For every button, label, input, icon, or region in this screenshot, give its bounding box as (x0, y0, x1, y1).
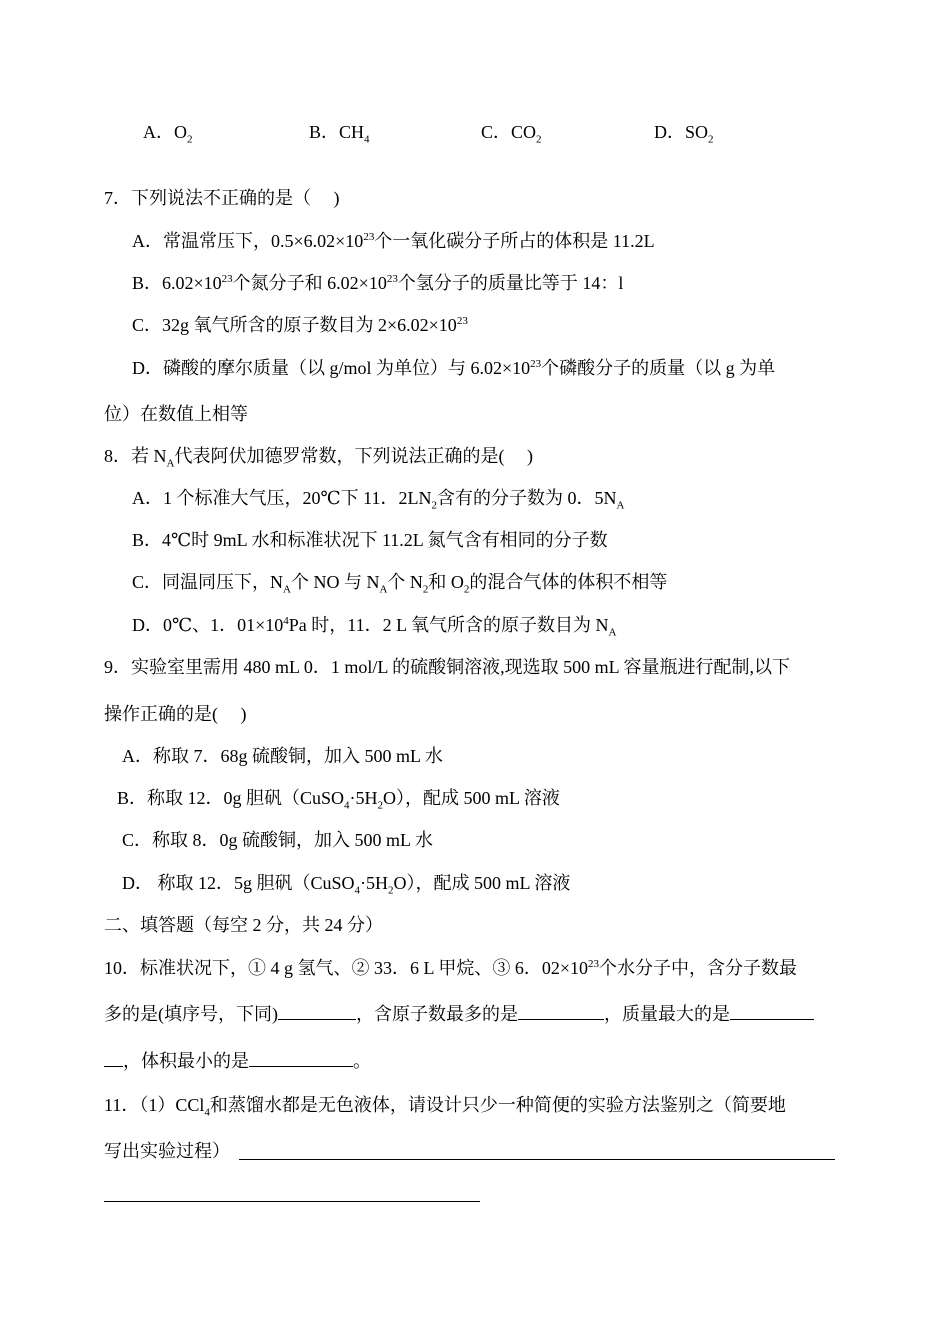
q11-line2: 写出实验过程） (104, 1141, 230, 1161)
q7-option-d: D．磷酸的摩尔质量（以 g/mol 为单位）与 $6.02\times 10^{23}$个磷酸分子的质量（以 g 为单 (132, 358, 776, 378)
q10-line1: 10．标准状况下，① 4 g 氢气、② 33．6 L 甲烷、③ 6．$02\times 10^{23}$个水分子中，含分子数最 (104, 958, 797, 978)
answer-blank[interactable] (518, 1003, 604, 1020)
q9-stem-line2: 操作正确的是( ) (104, 704, 247, 724)
q7-option-d-continued: 位）在数值上相等 (104, 404, 248, 424)
section-heading: 二、填答题（每空 2 分，共 24 分） (104, 915, 383, 935)
q6-option-d: D．$SO_2$ (654, 122, 714, 146)
q6-option-b: B．$CH_4$ (309, 122, 370, 146)
answer-blank[interactable] (249, 1050, 353, 1067)
q7-stem: 7．下列说法不正确的是（ ) (104, 188, 340, 208)
q8-option-a: A．1 个标准大气压，20℃下 11．$2LN_2$含有的分子数为 0．$5N_A$ (132, 488, 625, 512)
q9-stem-line1: 9．实验室里需用 480 mL 0．1 mol/L 的硫酸铜溶液,现选取 500 mL 容量瓶进行配制,以下 (104, 657, 790, 677)
answer-blank[interactable] (730, 1003, 814, 1020)
q6-option-c: C．$CO_2$ (481, 122, 542, 146)
answer-line[interactable] (239, 1159, 835, 1160)
q11-line1: 11．（1）CCl$_4$和蒸馏水都是无色液体，请设计只少一种简便的实验方法鉴别之（简要地 (104, 1095, 786, 1119)
q7-option-a: A．常温常压下，$0.5\times 6.02\times 10^{23}$个一氧化碳分子所占的体积是 11.2L (132, 231, 655, 251)
q6-option-a: A．$O_2$ (143, 122, 193, 146)
answer-blank[interactable] (278, 1003, 356, 1020)
q10-line3: ，体积最小的是 。 (104, 1050, 371, 1072)
q9-option-a: A．称取 7．68g 硫酸铜，加入 500 mL 水 (122, 746, 443, 766)
q9-option-d: D． 称取 12．5g 胆矾$(CuSO_4\cdot 5H_2O)$，配成 500 mL 溶液 (122, 873, 571, 897)
q8-option-c: C．同温同压下，$N_A$个 NO 与 $N_A$个 $N_2$和 $O_2$的混合气体的体积不相等 (132, 572, 668, 596)
q9-option-b: B．称取 12．0g 胆矾$(CuSO_4\cdot 5H_2O)$，配成 500 mL 溶液 (117, 788, 560, 812)
q10-line2: 多的是(填序号，下同) ，含原子数最多的是 ，质量最大的是 (104, 1003, 814, 1025)
q8-stem: 8．若 $N_A$代表阿伏加德罗常数，下列说法正确的是( ) (104, 446, 533, 470)
q7-option-c: C．32g 氧气所含的原子数目为 $2\times 6.02\times 10^{23}$ (132, 315, 468, 335)
q8-option-d: D．0℃、1．$01\times 10^4Pa$ 时，11．2 L 氧气所含的原子数目为 $N_A$ (132, 615, 617, 639)
q7-option-b: B．$6.02\times 10^{23}$个氮分子和 $6.02\times 10^{23}$个氢分子的质量比等于 14：l (132, 273, 624, 293)
q9-option-c: C．称取 8．0g 硫酸铜，加入 500 mL 水 (122, 830, 433, 850)
answer-line[interactable] (104, 1201, 480, 1202)
q8-option-b: B．4℃时 9mL 水和标准状况下 11.2L 氮气含有相同的分子数 (132, 530, 608, 550)
answer-blank-continued[interactable] (104, 1050, 123, 1067)
